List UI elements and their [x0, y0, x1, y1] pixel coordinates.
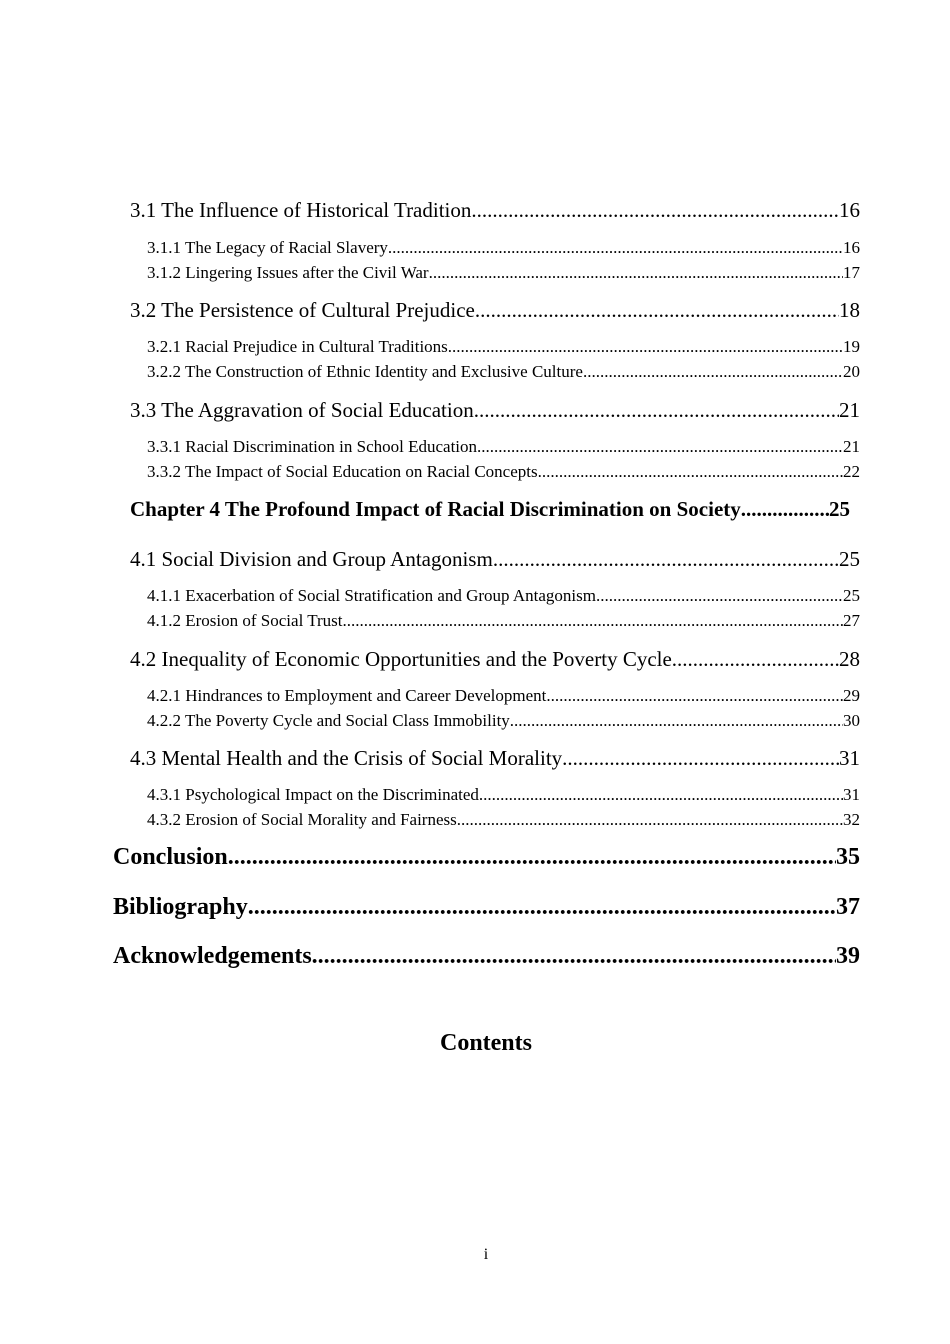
dot-leader — [228, 844, 836, 871]
toc-entry-4-2[interactable] — [130, 647, 860, 672]
toc-entry-label: 3.2 The Persistence of Cultural Prejudice — [130, 298, 475, 322]
toc-entry-label: Bibliography — [113, 894, 248, 920]
dot-leader — [477, 437, 843, 457]
toc-entry-3-2-2[interactable] — [147, 362, 860, 382]
toc-entry-conclusion[interactable] — [113, 844, 860, 871]
toc-entry-page: 22 — [843, 462, 860, 481]
toc-entry-page: 19 — [843, 337, 860, 356]
toc-entry-page: 27 — [843, 611, 860, 630]
contents-heading: Contents — [439, 1030, 532, 1056]
toc-entry-page: 28 — [839, 647, 860, 671]
toc-entry-page: 16 — [843, 238, 860, 257]
toc-entry-page: 35 — [836, 844, 860, 870]
toc-entry-page: 39 — [836, 943, 860, 969]
toc-entry-page: 20 — [843, 362, 860, 381]
dot-leader — [343, 611, 843, 631]
toc-entry-label: Chapter 4 The Profound Impact of Racial Discrimination on Society — [130, 497, 741, 521]
toc-entry-3-3[interactable] — [130, 398, 860, 423]
toc-entry-label: 3.3.2 The Impact of Social Education on Racial Concepts — [147, 462, 538, 481]
toc-entry-label: 4.2.1 Hindrances to Employment and Career Development — [147, 686, 547, 705]
toc-entry-3-2[interactable] — [130, 298, 860, 323]
toc-entry-page: 21 — [843, 437, 860, 456]
dot-leader — [510, 711, 843, 731]
dot-leader — [562, 746, 839, 771]
toc-entry-label: 4.2.2 The Poverty Cycle and Social Class Immobility — [147, 711, 510, 730]
toc-entry-4-1-2[interactable] — [147, 611, 860, 631]
toc-entry-4-1-1[interactable] — [147, 586, 860, 606]
toc-entry-page: 25 — [843, 586, 860, 605]
toc-entry-3-1-1[interactable] — [147, 238, 860, 258]
dot-leader — [475, 298, 839, 323]
toc-entry-3-3-1[interactable] — [147, 437, 860, 457]
dot-leader — [471, 198, 839, 223]
dot-leader — [596, 586, 843, 606]
toc-entry-label: 3.2.1 Racial Prejudice in Cultural Traditions — [147, 337, 448, 356]
toc-entry-label: 4.1.1 Exacerbation of Social Stratification and Group Antagonism — [147, 586, 596, 605]
dot-leader — [457, 810, 843, 830]
toc-entry-label: Conclusion — [113, 844, 228, 870]
toc-entry-page: 25 — [839, 547, 860, 571]
toc-entry-page: 30 — [843, 711, 860, 730]
toc-entry-label: 3.1.1 The Legacy of Racial Slavery — [147, 238, 388, 257]
dot-leader — [448, 337, 843, 357]
toc-entry-label: 4.1.2 Erosion of Social Trust — [147, 611, 343, 630]
toc-entry-page: 29 — [843, 686, 860, 705]
toc-entry-label: Acknowledgements — [113, 943, 312, 969]
toc-entry-4-2-2[interactable] — [147, 711, 860, 731]
toc-entry-page: 21 — [839, 398, 860, 422]
toc-entry-3-1-2[interactable] — [147, 263, 860, 283]
dot-leader — [538, 462, 843, 482]
dot-leader — [388, 238, 843, 258]
page-number: i — [483, 1246, 489, 1263]
toc-entry-page: 31 — [843, 785, 860, 804]
toc-entry-chapter-4[interactable] — [130, 497, 850, 522]
dot-leader — [493, 547, 839, 572]
toc-entry-4-3[interactable] — [130, 746, 860, 771]
toc-entry-label: 3.1.2 Lingering Issues after the Civil War — [147, 263, 429, 282]
toc-entry-bibliography[interactable] — [113, 894, 860, 921]
toc-entry-4-2-1[interactable] — [147, 686, 860, 706]
toc-entry-label: 3.3.1 Racial Discrimination in School Education — [147, 437, 478, 456]
toc-entry-label: 3.1 The Influence of Historical Tradition — [130, 198, 472, 222]
toc-entry-page: 31 — [839, 746, 860, 770]
dot-leader — [474, 398, 839, 423]
dot-leader — [546, 686, 843, 706]
toc-entry-label: 4.3.2 Erosion of Social Morality and Fairness — [147, 810, 457, 829]
dot-leader — [248, 894, 836, 921]
toc-entry-label: 4.3 Mental Health and the Crisis of Social Morality — [130, 746, 563, 770]
dot-leader — [741, 497, 829, 522]
toc-entry-4-3-1[interactable] — [147, 785, 860, 805]
toc-entry-label: 4.2 Inequality of Economic Opportunities and the Poverty Cycle — [130, 647, 672, 671]
toc-entry-3-1[interactable] — [130, 198, 860, 223]
dot-leader — [583, 362, 843, 382]
toc-entry-page: 18 — [839, 298, 860, 322]
toc-entry-acknowledgements[interactable] — [113, 943, 860, 970]
toc-entry-label: 4.3.1 Psychological Impact on the Discriminated — [147, 785, 479, 804]
toc-entry-label: 3.3 The Aggravation of Social Education — [130, 398, 474, 422]
dot-leader — [479, 785, 843, 805]
toc-entry-label: 4.1 Social Division and Group Antagonism — [130, 547, 493, 571]
toc-entry-label: 3.2.2 The Construction of Ethnic Identity and Exclusive Culture — [147, 362, 583, 381]
toc-entry-page: 17 — [843, 263, 860, 282]
toc-entry-page: 32 — [843, 810, 860, 829]
dot-leader — [429, 263, 843, 283]
toc-entry-page: 37 — [836, 894, 860, 920]
toc-entry-3-3-2[interactable] — [147, 462, 860, 482]
toc-entry-4-1[interactable] — [130, 547, 860, 572]
dot-leader — [672, 647, 839, 672]
dot-leader — [312, 943, 836, 970]
toc-entry-page: 25 — [829, 497, 850, 521]
toc-entry-4-3-2[interactable] — [147, 810, 860, 830]
toc-entry-page: 16 — [839, 198, 860, 222]
toc-entry-3-2-1[interactable] — [147, 337, 860, 357]
